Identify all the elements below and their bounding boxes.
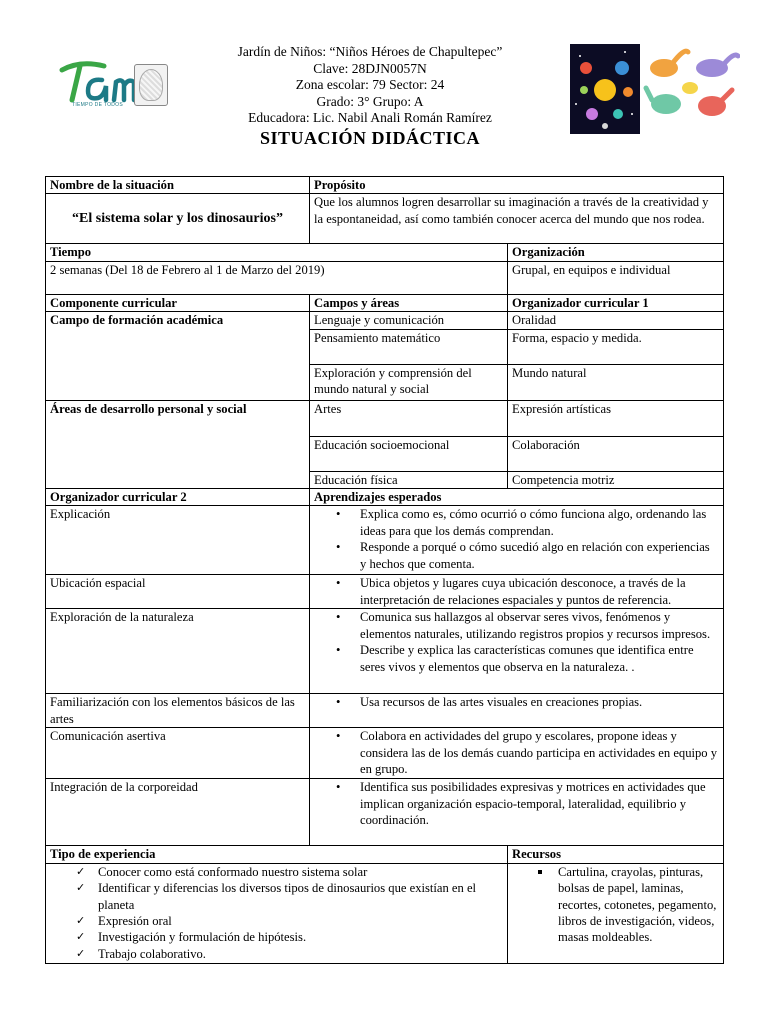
dinosaurs-image — [642, 44, 740, 130]
situation-name-header: Nombre de la situación — [46, 177, 310, 194]
resources-header: Recursos — [508, 846, 724, 863]
experience-header: Tipo de experiencia — [46, 846, 508, 863]
learning-item: • Colabora en actividades del grupo y escolares, propone ideas y considera las de los demás cuando participa en actividades en equipo y en grupo. — [336, 728, 719, 777]
org2-cell: Integración de la corporeidad — [46, 779, 310, 846]
learning-item: • Usa recursos de las artes visuales en creaciones propias. — [336, 694, 719, 710]
learning-item: • Identifica sus posibilidades expresivas y motrices en actividades que implican organización espacio-temporal, lateralidad, equilibrio y coordinación. — [336, 779, 719, 828]
learning-list — [314, 779, 719, 828]
experience-item: ✓ Trabajo colaborativo. — [76, 946, 503, 962]
teacher-name: Educadora: Lic. Nabil Anali Román Ramírez — [248, 110, 492, 126]
org2-cell: Explicación — [46, 506, 310, 575]
learning-item: • Ubica objetos y lugares cuya ubicación desconoce, a través de la interpretación de relaciones espaciales y puntos de referencia. — [336, 575, 719, 608]
org1-header: Organizador curricular 1 — [508, 294, 724, 311]
learning-list — [314, 506, 719, 572]
solar-system-image — [570, 44, 640, 134]
experience-item: ✓ Identificar y diferencias los diversos tipos de dinosaurios que existían en el planeta — [76, 880, 503, 913]
school-code: Clave: 28DJN0057N — [313, 60, 427, 76]
component-header: Componente curricular — [46, 294, 310, 311]
org2-cell: Exploración de la naturaleza — [46, 609, 310, 694]
situation-name: “El sistema solar y los dinosaurios” — [46, 194, 310, 244]
time-header: Tiempo — [46, 244, 508, 261]
academic-field-label: Campo de formación académica — [46, 312, 310, 400]
page-title: SITUACIÓN DIDÁCTICA — [259, 128, 481, 148]
field-cell: Exploración y comprensión del mundo natural y social — [310, 364, 508, 400]
learning-header: Aprendizajes esperados — [310, 489, 724, 506]
org1-cell: Competencia motriz — [508, 471, 724, 488]
school-zone: Zona escolar: 79 Sector: 24 — [295, 77, 445, 93]
resources-item: Cartulina, crayolas, pinturas, bolsas de papel, laminas, recortes, cotonetes, pegamento, libros de investigación, videos, masas moldeables. — [536, 864, 719, 946]
state-seal-icon — [134, 64, 168, 106]
organization-header: Organización — [508, 244, 724, 261]
org1-cell: Colaboración — [508, 436, 724, 471]
experience-list — [50, 864, 503, 962]
school-name: Jardín de Niños: “Niños Héroes de Chapultepec” — [237, 44, 503, 59]
learning-item: • Responde a porqué o cómo sucedió algo en relación con experiencias y hechos que comenta. — [336, 539, 719, 572]
purpose-text: Que los alumnos logren desarrollar su imaginación a través de la creatividad y la espontaneidad, así como también conocer acerca del mundo que nos rodea. — [310, 194, 724, 244]
organization-text: Grupal, en equipos e individual — [508, 261, 724, 294]
fields-header: Campos y áreas — [310, 294, 508, 311]
org2-cell: Familiarización con los elementos básicos de las artes — [46, 694, 310, 728]
field-cell: Lenguaje y comunicación — [310, 312, 508, 329]
time-text: 2 semanas (Del 18 de Febrero al 1 de Marzo del 2019) — [46, 261, 508, 294]
school-info — [200, 44, 540, 127]
field-cell: Educación física — [310, 471, 508, 488]
tam-logo-caption: TIEMPO DE TODOS — [72, 102, 123, 108]
learning-item: • Describe y explica las características comunes que identifica entre seres vivos y elementos que observa en la naturaleza. . — [336, 642, 719, 675]
learning-list — [314, 575, 719, 608]
resources-list — [512, 864, 719, 946]
learning-item: • Explica como es, cómo ocurrió o cómo funciona algo, ordenando las ideas para que los demás comprendan. — [336, 506, 719, 539]
learning-list — [314, 609, 719, 675]
learning-list — [314, 728, 719, 777]
didactic-table — [45, 176, 724, 964]
org1-cell: Forma, espacio y medida. — [508, 329, 724, 364]
org1-cell: Expresión artísticas — [508, 400, 724, 436]
field-cell: Artes — [310, 400, 508, 436]
didactic-table-container — [45, 176, 723, 964]
learning-item: • Comunica sus hallazgos al observar seres vivos, fenómenos y elementos naturales, utilizando registros propios y recursos impresos. — [336, 609, 719, 642]
field-cell: Educación socioemocional — [310, 436, 508, 471]
org1-cell: Mundo natural — [508, 364, 724, 400]
org1-cell: Oralidad — [508, 312, 724, 329]
org2-header: Organizador curricular 2 — [46, 489, 310, 506]
org2-cell: Comunicación asertiva — [46, 728, 310, 779]
learning-list — [314, 694, 719, 710]
experience-item: ✓ Expresión oral — [76, 913, 503, 929]
experience-item: ✓ Conocer como está conformado nuestro sistema solar — [76, 864, 503, 880]
org2-cell: Ubicación espacial — [46, 575, 310, 609]
school-grade: Grado: 3° Grupo: A — [316, 93, 424, 109]
personal-area-label: Áreas de desarrollo personal y social — [46, 400, 310, 488]
experience-item: ✓ Investigación y formulación de hipótesis. — [76, 929, 503, 945]
purpose-header: Propósito — [310, 177, 724, 194]
document-header — [0, 0, 768, 176]
field-cell: Pensamiento matemático — [310, 329, 508, 364]
